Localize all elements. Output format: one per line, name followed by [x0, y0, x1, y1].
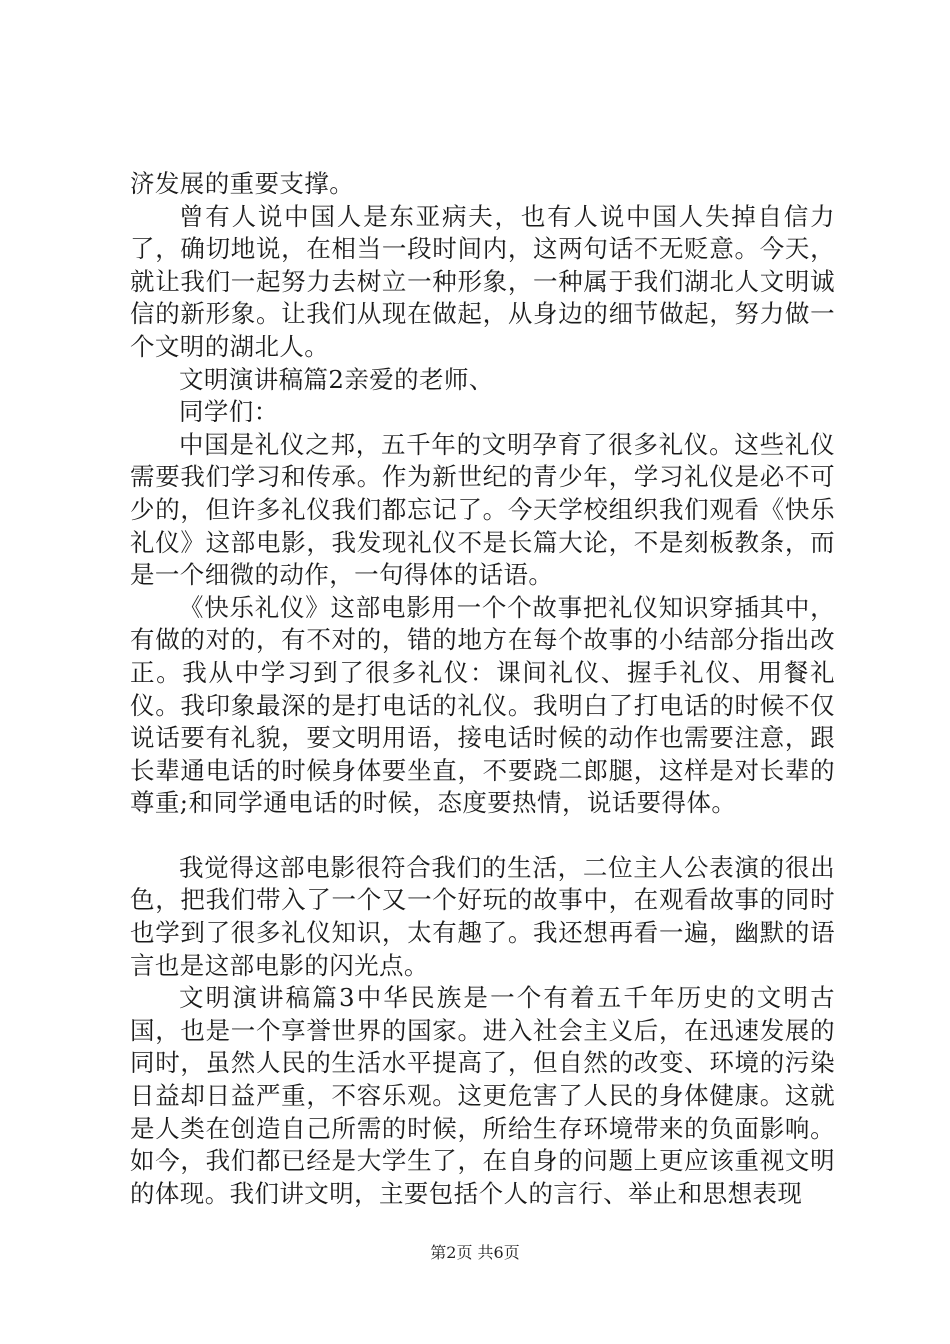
- paragraph: 《快乐礼仪》这部电影用一个个故事把礼仪知识穿插其中，有做的对的，有不对的，错的地方在每个故事的小结部分指出改正。我从中学习到了很多礼仪：课间礼仪、握手礼仪、用餐礼仪。我印象最深的是打电话的礼仪。我明白了打电话的时候不仅说话要有礼貌，要文明用语，接电话时候的动作也需要注意，跟长辈通电话的时候身体要坐直，不要跷二郎腿，这样是对长辈的尊重;和同学通电话的时候，态度要热情，说话要得体。: [130, 592, 835, 818]
- paragraph: 曾有人说中国人是东亚病夫，也有人说中国人失掉自信力了，确切地说，在相当一段时间内，这两句话不无贬意。今天，就让我们一起努力去树立一种形象，一种属于我们湖北人文明诚信的新形象。让我们从现在做起，从身边的细节做起，努力做一个文明的湖北人。: [130, 201, 835, 361]
- salutation: 同学们：: [179, 397, 279, 427]
- document-body: [130, 168, 835, 1210]
- paragraph: 文明演讲稿篇3中华民族是一个有着五千年历史的文明古国，也是一个享誉世界的国家。进入社会主义后，在迅速发展的同时，虽然人民的生活水平提高了，但自然的改变、环境的污染日益却日益严重，不容乐观。这更危害了人民的身体健康。这就是人类在创造自己所需的时候，所给生存环境带来的负面影响。如今，我们都已经是大学生了，在自身的问题上更应该重视文明的体现。我们讲文明，主要包括个人的言行、举止和思想表现: [130, 983, 835, 1208]
- paragraph: 我觉得这部电影很符合我们的生活，二位主人公表演的很出色，把我们带入了一个又一个好玩的故事中，在观看故事的同时也学到了很多礼仪知识，太有趣了。我还想再看一遍，幽默的语言也是这部电影的闪光点。: [130, 852, 835, 980]
- paragraph: 济发展的重要支撑。: [130, 169, 355, 198]
- section-heading: 文明演讲稿篇2亲爱的老师、: [179, 364, 494, 394]
- page-footer: 第2页 共6页: [430, 1243, 520, 1262]
- paragraph: 中国是礼仪之邦，五千年的文明孕育了很多礼仪。这些礼仪需要我们学习和传承。作为新世纪的青少年，学习礼仪是必不可少的，但许多礼仪我们都忘记了。今天学校组织我们观看《快乐礼仪》这部电影，我发现礼仪不是长篇大论，不是刻板教条，而是一个细微的动作，一句得体的话语。: [130, 429, 835, 590]
